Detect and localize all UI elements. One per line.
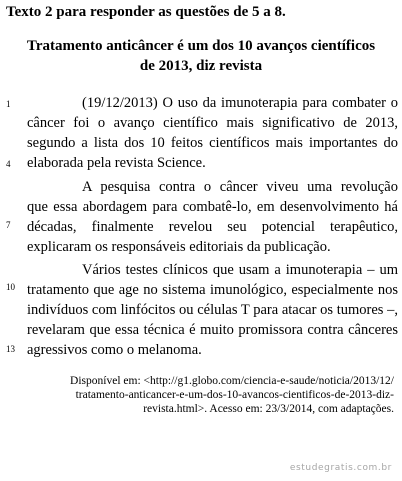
body-line: segundo a lista dos 10 feitos científicos mais importantes do bbox=[27, 135, 398, 151]
body-line: agressivos como o melanoma. bbox=[27, 342, 202, 358]
source-line: Disponível em: <http://g1.globo.com/ciencia-e-saude/noticia/2013/12/ bbox=[70, 375, 394, 387]
body-line: revelaram que essa técnica é muito promissora contra cânceres bbox=[27, 322, 398, 338]
body-line: que essa abordagem para combatê-lo, em desenvolvimento há bbox=[27, 199, 398, 215]
body-line: explicaram os responsáveis editoriais da publicação. bbox=[27, 239, 331, 255]
body-line: indivíduos com linfócitos ou células T para atacar os tumores –, bbox=[27, 302, 398, 318]
body-line: (19/12/2013) O uso da imunoterapia para combater o bbox=[82, 95, 398, 111]
line-number: 4 bbox=[6, 159, 11, 169]
source-line: revista.html>. Acesso em: 23/3/2014, com adaptações. bbox=[143, 403, 394, 415]
source-line: tratamento-anticancer-e-um-dos-10-avancos-cientificos-de-2013-diz- bbox=[75, 389, 394, 401]
article-title-line: de 2013, diz revista bbox=[139, 58, 263, 74]
body-line: câncer foi o avanço científico mais significativo de 2013, bbox=[27, 115, 398, 131]
body-line: Vários testes clínicos que usam a imunoterapia – um bbox=[82, 262, 398, 278]
line-number: 10 bbox=[6, 282, 15, 292]
body-line: elaborada pela revista Science. bbox=[27, 155, 206, 171]
line-number: 7 bbox=[6, 220, 11, 230]
body-line: A pesquisa contra o câncer viveu uma revolução bbox=[82, 179, 398, 195]
article-title bbox=[0, 36, 402, 76]
line-number: 13 bbox=[6, 344, 15, 354]
site-watermark: estudegratis.com.br bbox=[289, 463, 392, 473]
section-heading: Texto 2 para responder as questões de 5 a 8. bbox=[6, 4, 286, 20]
line-number: 1 bbox=[6, 99, 11, 109]
article-title-line: Tratamento anticâncer é um dos 10 avanços científicos bbox=[26, 38, 376, 54]
body-line: tratamento que age no sistema imunológico, especialmente nos bbox=[27, 282, 398, 298]
source-citation bbox=[64, 374, 394, 416]
body-line: décadas, finalmente revelou seu potencial terapêutico, bbox=[27, 219, 398, 235]
